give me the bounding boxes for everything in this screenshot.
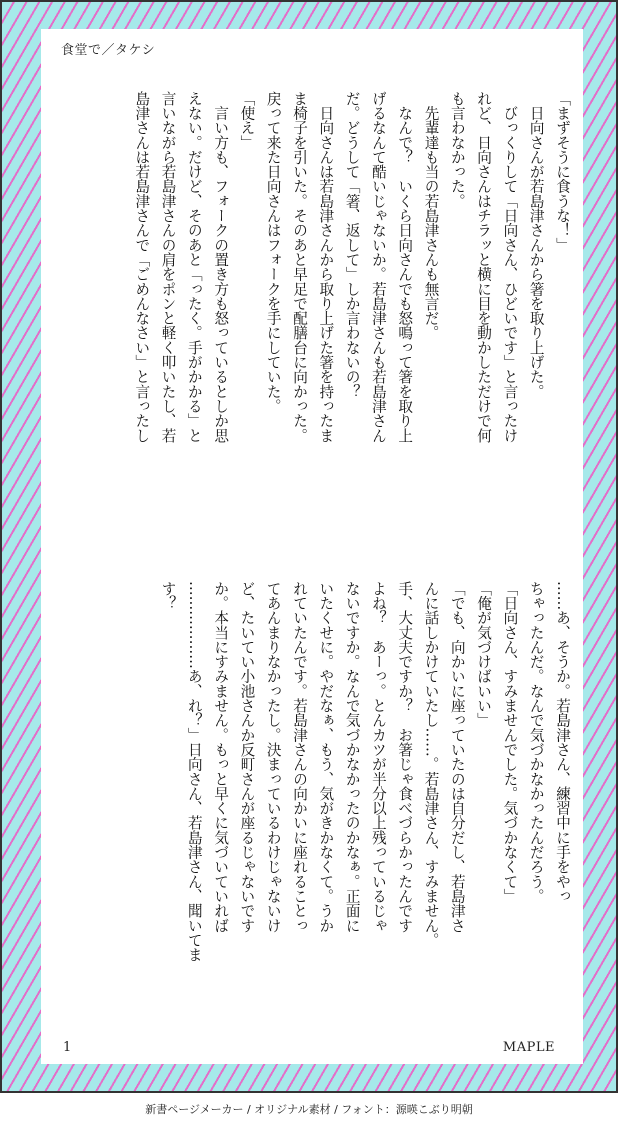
text-line: 「でも、向かいに座っていたのは自分だし、若島津さ	[448, 581, 466, 933]
page-header-title: 食堂で／タケシ	[61, 43, 156, 58]
text-line: 日向さんが若島津さんから箸を取り上げた。	[527, 91, 545, 399]
text-line: 「日向さん、すみませんでした。気づかなくて」	[501, 581, 519, 904]
text-line: だ。どうして「箸、返して」しか言わないの？	[343, 91, 361, 399]
text-line: か。本当にすみません。もっと早くに気づいていれば	[212, 581, 230, 933]
text-line: ど、たいてい小池さんか反町さんが座るじゃないです	[238, 581, 256, 933]
text-line: ちゃったんだ。なんで気づかなかったんだろう。	[527, 581, 545, 904]
text-line: 「俺が気づけばいい」	[475, 581, 493, 728]
text-line: 「まずそうに食うな！」	[554, 91, 571, 253]
credits-line: 新書ページメーカー / オリジナル素材 / フォント：源暎こぶり明朝	[145, 1103, 473, 1116]
brand-label: MAPLE	[502, 1040, 555, 1055]
text-line: れど、日向さんはチラッと横に目を動かしただけで何	[475, 91, 493, 443]
text-line: げるなんて酷いじゃないか。若島津さんも若島津さん	[369, 91, 387, 443]
text-line: んに話しかけていたし……。若島津さん、すみません。	[422, 581, 440, 948]
text-line: れていたんです。若島津さんの向かいに座れることっ	[291, 581, 309, 933]
text-line: 言い方も、フォークの置き方も怒っているとしか思	[212, 91, 230, 443]
text-line: 「使え」	[238, 91, 256, 150]
text-line: ま椅子を引いた。そのあと早足で配膳台に向かった。	[291, 91, 309, 443]
text-page	[41, 29, 583, 1064]
text-line: えない。だけど、そのあと「ったく。手がかかる」と	[185, 91, 203, 443]
text-line: てあんまりなかったし。決まっているわけじゃないけ	[264, 581, 282, 933]
page-number: 1	[63, 1040, 72, 1055]
text-line: 日向さんは若島津さんから取り上げた箸を持ったま	[317, 91, 335, 443]
text-line: 先輩達も当の若島津さんも無言だ。	[422, 91, 440, 341]
text-line: 戻って来た日向さんはフォークを手にしていた。	[264, 91, 282, 414]
text-line: 島津さんは若島津さんで「ごめんなさい」と言ったし	[133, 91, 151, 443]
text-line: ………………あ、れ？」日向さん、若島津さん、聞いてま	[185, 581, 203, 962]
text-line: 手、大丈夫ですか？ お箸じゃ食べづらかったんです	[396, 581, 414, 933]
text-block-bottom	[55, 581, 575, 1021]
text-line: よね？ あーっ。とんカツが半分以上残っているじゃ	[369, 581, 387, 933]
text-block-top	[55, 91, 575, 551]
text-line: びっくりして「日向さん、ひどいです」と言ったけ	[501, 91, 519, 443]
text-line: いたくせに。やだなぁ、もう、気がきかなくて。うか	[317, 581, 335, 933]
text-line: なんで？ いくら日向さんでも怒鳴って箸を取り上	[396, 91, 414, 443]
text-line: 言いながら若島津さんの肩をポンと軽く叩いたし、若	[159, 91, 177, 443]
text-line: す？	[159, 581, 177, 611]
text-line: ないですか。なんで気づかなかったのかなぁ。正面に	[343, 581, 361, 933]
text-line: も言わなかった。	[448, 91, 466, 209]
text-line: ……あ、そうか。若島津さん、練習中に手をやっ	[554, 581, 571, 904]
